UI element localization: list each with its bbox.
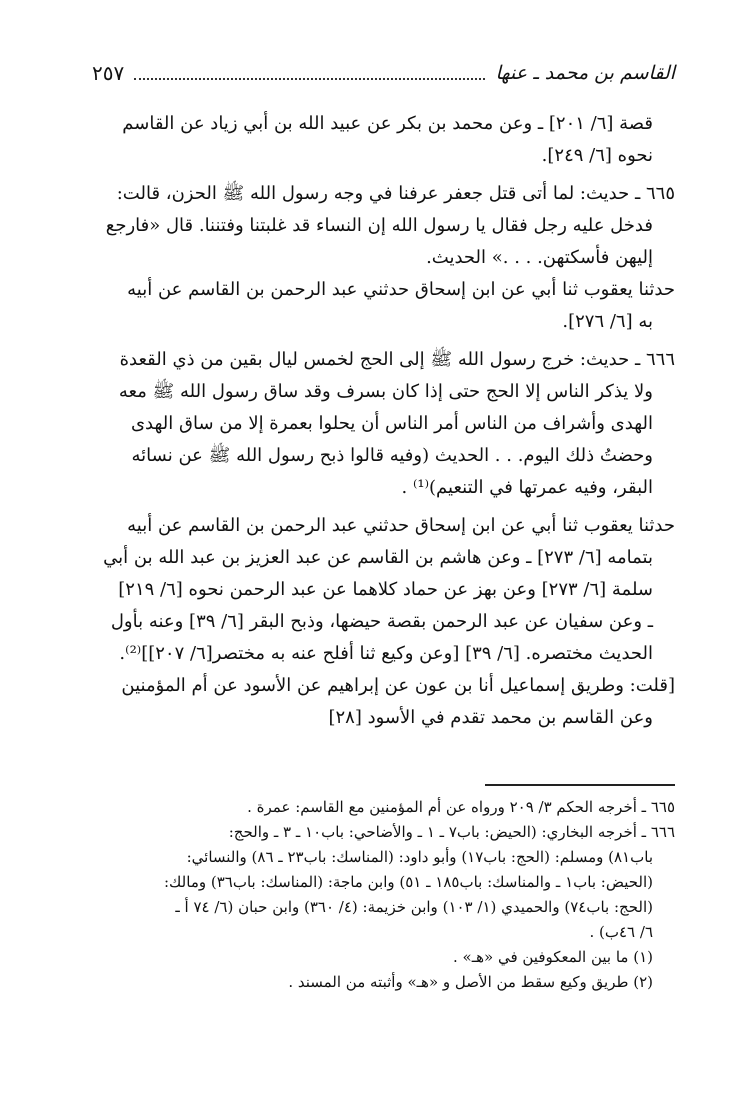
text-line: سلمة [٦/ ٢٧٣] وعن بهز عن حماد كلاهما عن عبد الرحمن نحوه [٦/ ٢١٩]: [118, 579, 653, 600]
footnote-line: ٦٦٥ ـ أخرجه الحكم ٣/ ٢٠٩ ورواه عن أم المؤمنين مع القاسم: عمرة .: [247, 798, 675, 816]
text-line: الهدى وأشراف من الناس أمر الناس أن يحلوا بعمرة إلا من ساق الهدى: [130, 413, 653, 434]
text-line: فدخل عليه رجل فقال يا رسول الله إن النساء قد غلبتنا وفتننا. قال «فارجع: [105, 215, 653, 236]
text-line: قصة [٦/ ٢٠١] ـ وعن محمد بن بكر عن عبيد الله بن أبي زياد عن القاسم: [122, 113, 653, 134]
footnote-line: ٦٦٦ ـ أخرجه البخاري: (الحيض: باب٧ ـ ١ ـ والأضاحي: باب١٠ ـ ٣ ـ والحج:: [228, 823, 675, 841]
header-dotted-leader: [134, 78, 485, 80]
footnotes: [62, 795, 675, 995]
footnote-line: (١) ما بين المعكوفين في «هـ» .: [452, 948, 653, 966]
text-line: إليهن فأسكتهن. . . .» الحديث.: [426, 247, 653, 268]
text-line: البقر، وفيه عمرتها في التنعيم)⁽¹⁾ .: [401, 477, 653, 498]
text-line: به [٦/ ٢٧٦].: [562, 311, 653, 332]
footnote-separator: [485, 784, 675, 786]
text-line: ـ وعن سفيان عن عبد الرحمن بقصة حيضها، وذبح البقر [٦/ ٣٩] وعنه بأول: [110, 611, 653, 632]
text-line: [قلت: وطريق إسماعيل أنا بن عون عن إبراهيم عن الأسود عن أم المؤمنين: [121, 675, 675, 696]
page-header: [92, 58, 675, 88]
text-line: نحوه [٦/ ٢٤٩].: [541, 145, 653, 166]
text-line: وعن القاسم بن محمد تقدم في الأسود [٢٨]: [328, 707, 653, 728]
page-number: ٢٥٧: [92, 61, 125, 85]
text-line: بتمامه [٦/ ٢٧٣] ـ وعن هاشم بن القاسم عن عبد العزيز بن عبد الله بن أبي: [103, 547, 653, 568]
footnote-line: (٢) طريق وكيع سقط من الأصل و «هـ» وأثبته من المسند .: [288, 973, 653, 991]
footnote-line: (الحج: باب٧٤) والحميدي (١/ ١٠٣) وابن خزيمة: (٤/ ٣٦٠) وابن حبان (٦/ ٧٤ أ ـ: [175, 898, 653, 916]
footnote-line: ٦/ ٤٦ب) .: [589, 923, 653, 941]
text-line: حدثنا يعقوب ثنا أبي عن ابن إسحاق حدثني عبد الرحمن بن القاسم عن أبيه: [127, 515, 675, 536]
text-line: ولا يذكر الناس إلا الحج حتى إذا كان بسرف وقد ساق رسول الله ﷺ معه: [118, 381, 653, 402]
footnote-line: (الحيض: باب١ ـ والمناسك: باب١٨٥ ـ ٥١) وابن ماجة: (المناسك: باب٣٦) ومالك:: [163, 873, 653, 891]
text-line: الحديث مختصره. [٦/ ٣٩] [وعن وكيع ثنا أفلح عنه به مختصر[٦/ ٢٠٧]]⁽²⁾.: [119, 643, 653, 664]
text-line: وحضتُ ذلك اليوم. . . الحديث (وفيه قالوا ذبح رسول الله ﷺ عن نسائه: [131, 445, 653, 466]
text-line: حدثنا يعقوب ثنا أبي عن ابن إسحاق حدثني عبد الرحمن بن القاسم عن أبيه: [127, 279, 675, 300]
running-title: القاسم بن محمد ـ عنها: [495, 62, 675, 84]
text-line: ٦٦٥ ـ حديث: لما أتى قتل جعفر عرفنا في وجه رسول الله ﷺ الحزن، قالت:: [116, 183, 675, 204]
footnote-line: باب٨١) ومسلم: (الحج: باب١٧) وأبو داود: (المناسك: باب٢٣ ـ ٨٦) والنسائي:: [186, 848, 653, 866]
text-line: ٦٦٦ ـ حديث: خرج رسول الله ﷺ إلى الحج لخمس ليال بقين من ذي القعدة: [119, 349, 675, 370]
main-text: [62, 108, 675, 734]
